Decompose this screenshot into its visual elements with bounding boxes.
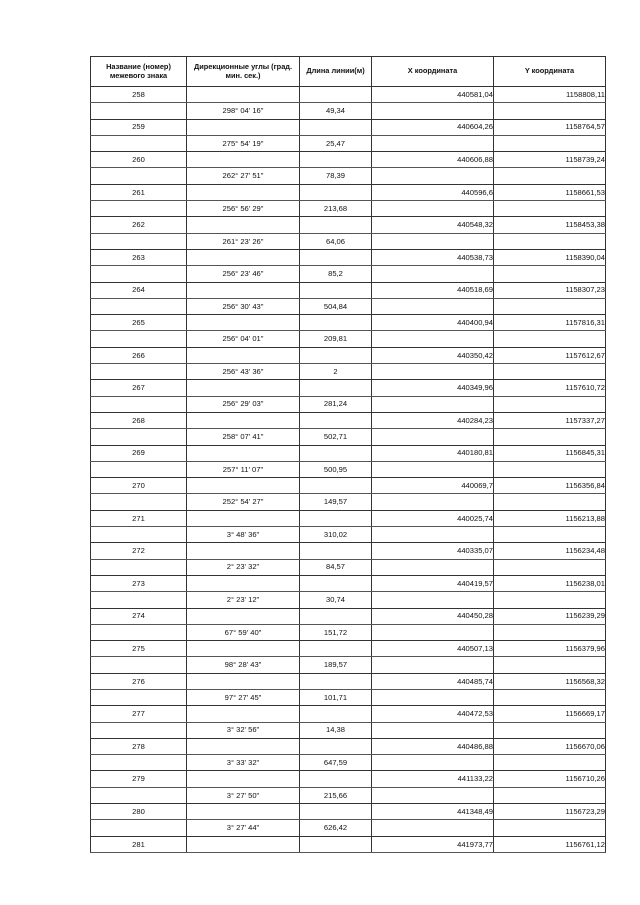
y-coordinate-cell: 1156723,29 bbox=[494, 804, 606, 820]
angle-cell: 256° 23' 46" bbox=[187, 266, 300, 282]
empty-cell bbox=[494, 787, 606, 803]
empty-cell bbox=[187, 836, 300, 852]
table-row-segment bbox=[91, 364, 606, 380]
empty-cell bbox=[494, 722, 606, 738]
empty-cell bbox=[187, 380, 300, 396]
x-coordinate-cell: 440069,7 bbox=[372, 478, 494, 494]
mark-id-cell: 262 bbox=[91, 217, 187, 233]
mark-id-cell: 272 bbox=[91, 543, 187, 559]
empty-cell bbox=[372, 266, 494, 282]
empty-cell bbox=[300, 575, 372, 591]
mark-id-cell: 277 bbox=[91, 706, 187, 722]
angle-cell: 275° 54' 19" bbox=[187, 135, 300, 151]
mark-id-cell: 268 bbox=[91, 412, 187, 428]
empty-cell bbox=[494, 820, 606, 836]
empty-cell bbox=[372, 722, 494, 738]
empty-cell bbox=[372, 592, 494, 608]
table-row-point bbox=[91, 804, 606, 820]
empty-cell bbox=[91, 298, 187, 314]
empty-cell bbox=[494, 559, 606, 575]
empty-cell bbox=[300, 282, 372, 298]
table-row-point bbox=[91, 87, 606, 103]
empty-cell bbox=[372, 624, 494, 640]
x-coordinate-cell: 440581,04 bbox=[372, 87, 494, 103]
empty-cell bbox=[372, 298, 494, 314]
x-coordinate-cell: 440518,69 bbox=[372, 282, 494, 298]
angle-cell: 258° 07' 41" bbox=[187, 429, 300, 445]
length-cell: 213,68 bbox=[300, 201, 372, 217]
empty-cell bbox=[300, 641, 372, 657]
empty-cell bbox=[494, 624, 606, 640]
empty-cell bbox=[300, 119, 372, 135]
length-cell: 504,84 bbox=[300, 298, 372, 314]
table-row-point bbox=[91, 706, 606, 722]
y-coordinate-cell: 1156568,32 bbox=[494, 673, 606, 689]
empty-cell bbox=[372, 135, 494, 151]
x-coordinate-cell: 441348,49 bbox=[372, 804, 494, 820]
x-coordinate-cell: 440284,23 bbox=[372, 412, 494, 428]
empty-cell bbox=[187, 282, 300, 298]
empty-cell bbox=[187, 510, 300, 526]
table-row-point bbox=[91, 608, 606, 624]
length-cell: 49,34 bbox=[300, 103, 372, 119]
empty-cell bbox=[494, 494, 606, 510]
empty-cell bbox=[300, 412, 372, 428]
mark-id-cell: 275 bbox=[91, 641, 187, 657]
empty-cell bbox=[300, 380, 372, 396]
x-coordinate-cell: 440604,26 bbox=[372, 119, 494, 135]
mark-id-cell: 264 bbox=[91, 282, 187, 298]
table-row-point bbox=[91, 217, 606, 233]
x-coordinate-cell: 440548,32 bbox=[372, 217, 494, 233]
table-row-point bbox=[91, 543, 606, 559]
y-coordinate-cell: 1156710,26 bbox=[494, 771, 606, 787]
angle-cell: 98° 28' 43" bbox=[187, 657, 300, 673]
empty-cell bbox=[494, 657, 606, 673]
empty-cell bbox=[300, 771, 372, 787]
table-row-segment bbox=[91, 527, 606, 543]
empty-cell bbox=[187, 87, 300, 103]
mark-id-cell: 260 bbox=[91, 152, 187, 168]
table-row-point bbox=[91, 184, 606, 200]
table-row-segment bbox=[91, 266, 606, 282]
empty-cell bbox=[372, 527, 494, 543]
length-cell: 101,71 bbox=[300, 689, 372, 705]
y-coordinate-cell: 1156669,17 bbox=[494, 706, 606, 722]
angle-cell: 2° 23' 32" bbox=[187, 559, 300, 575]
empty-cell bbox=[91, 722, 187, 738]
angle-cell: 67° 59' 40" bbox=[187, 624, 300, 640]
empty-cell bbox=[91, 364, 187, 380]
empty-cell bbox=[300, 217, 372, 233]
empty-cell bbox=[187, 152, 300, 168]
table-row-segment bbox=[91, 103, 606, 119]
empty-cell bbox=[187, 119, 300, 135]
empty-cell bbox=[300, 706, 372, 722]
mark-id-cell: 269 bbox=[91, 445, 187, 461]
empty-cell bbox=[300, 184, 372, 200]
table-row-point bbox=[91, 282, 606, 298]
empty-cell bbox=[187, 217, 300, 233]
empty-cell bbox=[91, 689, 187, 705]
y-coordinate-cell: 1158808,11 bbox=[494, 87, 606, 103]
x-coordinate-cell: 440025,74 bbox=[372, 510, 494, 526]
x-coordinate-cell: 440485,74 bbox=[372, 673, 494, 689]
empty-cell bbox=[91, 592, 187, 608]
empty-cell bbox=[91, 624, 187, 640]
length-cell: 189,57 bbox=[300, 657, 372, 673]
empty-cell bbox=[494, 755, 606, 771]
y-coordinate-cell: 1158661,53 bbox=[494, 184, 606, 200]
x-coordinate-cell: 441133,22 bbox=[372, 771, 494, 787]
boundary-marks-table bbox=[90, 56, 606, 853]
empty-cell bbox=[494, 331, 606, 347]
empty-cell bbox=[494, 429, 606, 445]
x-coordinate-cell: 440450,28 bbox=[372, 608, 494, 624]
empty-cell bbox=[91, 429, 187, 445]
empty-cell bbox=[187, 543, 300, 559]
empty-cell bbox=[300, 608, 372, 624]
table-row-point bbox=[91, 445, 606, 461]
empty-cell bbox=[494, 298, 606, 314]
empty-cell bbox=[372, 689, 494, 705]
table-row-point bbox=[91, 510, 606, 526]
empty-cell bbox=[494, 461, 606, 477]
mark-id-cell: 271 bbox=[91, 510, 187, 526]
angle-cell: 256° 30' 43" bbox=[187, 298, 300, 314]
empty-cell bbox=[187, 771, 300, 787]
mark-id-cell: 258 bbox=[91, 87, 187, 103]
empty-cell bbox=[300, 673, 372, 689]
empty-cell bbox=[187, 706, 300, 722]
table-row-point bbox=[91, 738, 606, 754]
angle-cell: 261° 23' 26" bbox=[187, 233, 300, 249]
empty-cell bbox=[372, 657, 494, 673]
x-coordinate-cell: 440472,53 bbox=[372, 706, 494, 722]
empty-cell bbox=[372, 201, 494, 217]
table-row-segment bbox=[91, 429, 606, 445]
empty-cell bbox=[91, 201, 187, 217]
y-coordinate-cell: 1156356,84 bbox=[494, 478, 606, 494]
x-coordinate-cell: 440419,57 bbox=[372, 575, 494, 591]
y-coordinate-cell: 1158307,23 bbox=[494, 282, 606, 298]
empty-cell bbox=[300, 152, 372, 168]
empty-cell bbox=[187, 412, 300, 428]
x-coordinate-cell: 440606,88 bbox=[372, 152, 494, 168]
empty-cell bbox=[187, 445, 300, 461]
empty-cell bbox=[187, 738, 300, 754]
mark-id-cell: 259 bbox=[91, 119, 187, 135]
empty-cell bbox=[187, 184, 300, 200]
table-row-segment bbox=[91, 755, 606, 771]
x-coordinate-cell: 440507,13 bbox=[372, 641, 494, 657]
angle-cell: 256° 29' 03" bbox=[187, 396, 300, 412]
empty-cell bbox=[91, 103, 187, 119]
y-coordinate-cell: 1156239,29 bbox=[494, 608, 606, 624]
mark-id-cell: 266 bbox=[91, 347, 187, 363]
angle-cell: 3° 27' 50" bbox=[187, 787, 300, 803]
table-row-point bbox=[91, 249, 606, 265]
mark-id-cell: 263 bbox=[91, 249, 187, 265]
length-cell: 14,38 bbox=[300, 722, 372, 738]
y-coordinate-cell: 1156845,31 bbox=[494, 445, 606, 461]
table-row-point bbox=[91, 641, 606, 657]
x-coordinate-cell: 440486,88 bbox=[372, 738, 494, 754]
empty-cell bbox=[300, 347, 372, 363]
angle-cell: 298° 04' 16" bbox=[187, 103, 300, 119]
table-row-segment bbox=[91, 168, 606, 184]
table-row-point bbox=[91, 119, 606, 135]
y-coordinate-cell: 1156213,88 bbox=[494, 510, 606, 526]
mark-id-cell: 276 bbox=[91, 673, 187, 689]
table-row-point bbox=[91, 673, 606, 689]
header-angle: Дирекционные углы (град. мин. сек.) bbox=[187, 57, 300, 87]
empty-cell bbox=[300, 543, 372, 559]
mark-id-cell: 273 bbox=[91, 575, 187, 591]
y-coordinate-cell: 1158390,04 bbox=[494, 249, 606, 265]
mark-id-cell: 281 bbox=[91, 836, 187, 852]
x-coordinate-cell: 440538,73 bbox=[372, 249, 494, 265]
x-coordinate-cell: 441973,77 bbox=[372, 836, 494, 852]
empty-cell bbox=[91, 168, 187, 184]
empty-cell bbox=[187, 249, 300, 265]
empty-cell bbox=[372, 755, 494, 771]
empty-cell bbox=[372, 168, 494, 184]
length-cell: 647,59 bbox=[300, 755, 372, 771]
length-cell: 78,39 bbox=[300, 168, 372, 184]
empty-cell bbox=[91, 820, 187, 836]
empty-cell bbox=[372, 820, 494, 836]
empty-cell bbox=[91, 461, 187, 477]
length-cell: 85,2 bbox=[300, 266, 372, 282]
angle-cell: 3° 27' 44" bbox=[187, 820, 300, 836]
empty-cell bbox=[91, 135, 187, 151]
empty-cell bbox=[91, 755, 187, 771]
length-cell: 151,72 bbox=[300, 624, 372, 640]
mark-id-cell: 267 bbox=[91, 380, 187, 396]
y-coordinate-cell: 1156238,01 bbox=[494, 575, 606, 591]
table-row-segment bbox=[91, 820, 606, 836]
empty-cell bbox=[187, 804, 300, 820]
empty-cell bbox=[372, 787, 494, 803]
angle-cell: 256° 56' 29" bbox=[187, 201, 300, 217]
empty-cell bbox=[494, 103, 606, 119]
x-coordinate-cell: 440180,81 bbox=[372, 445, 494, 461]
table-row-segment bbox=[91, 592, 606, 608]
empty-cell bbox=[91, 527, 187, 543]
y-coordinate-cell: 1157337,27 bbox=[494, 412, 606, 428]
table-row-point bbox=[91, 412, 606, 428]
table-row-segment bbox=[91, 396, 606, 412]
angle-cell: 252° 54' 27" bbox=[187, 494, 300, 510]
mark-id-cell: 261 bbox=[91, 184, 187, 200]
y-coordinate-cell: 1156761,12 bbox=[494, 836, 606, 852]
empty-cell bbox=[372, 233, 494, 249]
table-row-point bbox=[91, 347, 606, 363]
empty-cell bbox=[372, 559, 494, 575]
empty-cell bbox=[494, 364, 606, 380]
angle-cell: 256° 43' 36" bbox=[187, 364, 300, 380]
length-cell: 310,02 bbox=[300, 527, 372, 543]
empty-cell bbox=[494, 201, 606, 217]
empty-cell bbox=[372, 494, 494, 510]
header-x: X координата bbox=[372, 57, 494, 87]
empty-cell bbox=[91, 233, 187, 249]
empty-cell bbox=[300, 510, 372, 526]
empty-cell bbox=[494, 233, 606, 249]
length-cell: 84,57 bbox=[300, 559, 372, 575]
angle-cell: 3° 48' 36" bbox=[187, 527, 300, 543]
empty-cell bbox=[187, 478, 300, 494]
table-body bbox=[91, 87, 606, 853]
angle-cell: 97° 27' 45" bbox=[187, 689, 300, 705]
empty-cell bbox=[372, 396, 494, 412]
table-row-point bbox=[91, 152, 606, 168]
empty-cell bbox=[300, 804, 372, 820]
empty-cell bbox=[300, 249, 372, 265]
x-coordinate-cell: 440350,42 bbox=[372, 347, 494, 363]
empty-cell bbox=[91, 787, 187, 803]
table-row-point bbox=[91, 836, 606, 852]
y-coordinate-cell: 1156670,06 bbox=[494, 738, 606, 754]
length-cell: 149,57 bbox=[300, 494, 372, 510]
y-coordinate-cell: 1157612,67 bbox=[494, 347, 606, 363]
table-row-point bbox=[91, 575, 606, 591]
table-row-point bbox=[91, 315, 606, 331]
empty-cell bbox=[372, 461, 494, 477]
empty-cell bbox=[494, 592, 606, 608]
mark-id-cell: 274 bbox=[91, 608, 187, 624]
y-coordinate-cell: 1157610,72 bbox=[494, 380, 606, 396]
table-row-point bbox=[91, 380, 606, 396]
empty-cell bbox=[372, 429, 494, 445]
empty-cell bbox=[187, 673, 300, 689]
length-cell: 30,74 bbox=[300, 592, 372, 608]
table-row-segment bbox=[91, 298, 606, 314]
empty-cell bbox=[300, 445, 372, 461]
empty-cell bbox=[372, 103, 494, 119]
empty-cell bbox=[300, 738, 372, 754]
mark-id-cell: 280 bbox=[91, 804, 187, 820]
y-coordinate-cell: 1157816,31 bbox=[494, 315, 606, 331]
empty-cell bbox=[494, 396, 606, 412]
empty-cell bbox=[494, 135, 606, 151]
table-row-segment bbox=[91, 787, 606, 803]
empty-cell bbox=[91, 266, 187, 282]
table-row-segment bbox=[91, 201, 606, 217]
empty-cell bbox=[300, 836, 372, 852]
table-row-point bbox=[91, 478, 606, 494]
length-cell: 626,42 bbox=[300, 820, 372, 836]
angle-cell: 257° 11' 07" bbox=[187, 461, 300, 477]
table-row-segment bbox=[91, 135, 606, 151]
empty-cell bbox=[187, 315, 300, 331]
table-row-segment bbox=[91, 559, 606, 575]
length-cell: 64,06 bbox=[300, 233, 372, 249]
empty-cell bbox=[494, 266, 606, 282]
y-coordinate-cell: 1158739,24 bbox=[494, 152, 606, 168]
length-cell: 2 bbox=[300, 364, 372, 380]
mark-id-cell: 279 bbox=[91, 771, 187, 787]
table-row-segment bbox=[91, 331, 606, 347]
table-row-segment bbox=[91, 233, 606, 249]
empty-cell bbox=[91, 396, 187, 412]
empty-cell bbox=[494, 527, 606, 543]
empty-cell bbox=[91, 331, 187, 347]
table-row-segment bbox=[91, 624, 606, 640]
length-cell: 281,24 bbox=[300, 396, 372, 412]
table-row-segment bbox=[91, 689, 606, 705]
empty-cell bbox=[300, 478, 372, 494]
empty-cell bbox=[300, 315, 372, 331]
angle-cell: 2° 23' 12" bbox=[187, 592, 300, 608]
table-row-segment bbox=[91, 722, 606, 738]
table-row-point bbox=[91, 771, 606, 787]
empty-cell bbox=[91, 657, 187, 673]
mark-id-cell: 278 bbox=[91, 738, 187, 754]
empty-cell bbox=[300, 87, 372, 103]
mark-id-cell: 265 bbox=[91, 315, 187, 331]
y-coordinate-cell: 1156379,96 bbox=[494, 641, 606, 657]
empty-cell bbox=[187, 575, 300, 591]
x-coordinate-cell: 440335,07 bbox=[372, 543, 494, 559]
empty-cell bbox=[91, 494, 187, 510]
empty-cell bbox=[494, 689, 606, 705]
y-coordinate-cell: 1158764,57 bbox=[494, 119, 606, 135]
table-row-segment bbox=[91, 461, 606, 477]
empty-cell bbox=[187, 347, 300, 363]
empty-cell bbox=[187, 641, 300, 657]
empty-cell bbox=[187, 608, 300, 624]
length-cell: 25,47 bbox=[300, 135, 372, 151]
empty-cell bbox=[372, 364, 494, 380]
empty-cell bbox=[494, 168, 606, 184]
angle-cell: 3° 33' 32" bbox=[187, 755, 300, 771]
header-length: Длина линии(м) bbox=[300, 57, 372, 87]
mark-id-cell: 270 bbox=[91, 478, 187, 494]
header-y: Y координата bbox=[494, 57, 606, 87]
empty-cell bbox=[91, 559, 187, 575]
x-coordinate-cell: 440349,96 bbox=[372, 380, 494, 396]
table-header-row bbox=[91, 57, 606, 87]
empty-cell bbox=[372, 331, 494, 347]
y-coordinate-cell: 1156234,48 bbox=[494, 543, 606, 559]
angle-cell: 256° 04' 01" bbox=[187, 331, 300, 347]
angle-cell: 3° 32' 56" bbox=[187, 722, 300, 738]
length-cell: 209,81 bbox=[300, 331, 372, 347]
table-row-segment bbox=[91, 657, 606, 673]
header-mark-id: Название (номер) межевого знака bbox=[91, 57, 187, 87]
length-cell: 215,66 bbox=[300, 787, 372, 803]
length-cell: 502,71 bbox=[300, 429, 372, 445]
length-cell: 500,95 bbox=[300, 461, 372, 477]
angle-cell: 262° 27' 51" bbox=[187, 168, 300, 184]
y-coordinate-cell: 1158453,38 bbox=[494, 217, 606, 233]
table-row-segment bbox=[91, 494, 606, 510]
x-coordinate-cell: 440400,94 bbox=[372, 315, 494, 331]
x-coordinate-cell: 440596,6 bbox=[372, 184, 494, 200]
